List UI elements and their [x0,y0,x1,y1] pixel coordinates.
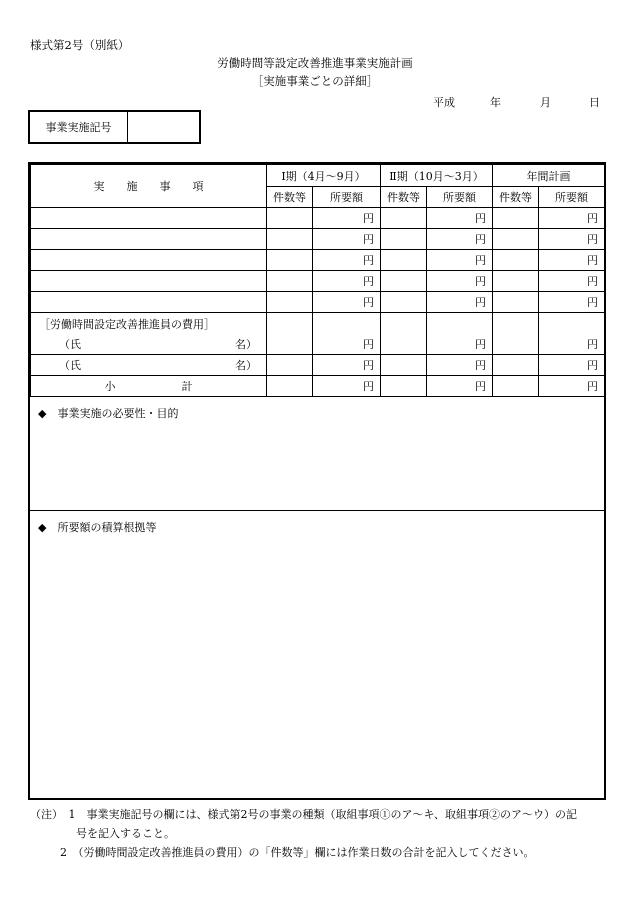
header-annual: 年間計画 [493,165,605,187]
header-amount: 所要額 [539,187,605,208]
amount-cell[interactable]: 円 [539,376,605,397]
document-subtitle: ［実施事業ごとの詳細］ [251,74,379,88]
plan-table [30,164,605,397]
item-cell[interactable] [31,250,267,271]
table-row [31,292,605,313]
count-cell[interactable] [493,250,539,271]
amount-cell[interactable]: 円 [539,250,605,271]
amount-cell[interactable]: 円 [539,334,605,355]
count-cell[interactable] [267,355,313,376]
header-item: 実 施 事 項 [31,165,267,208]
staff-name-1[interactable]: （氏 名） [31,334,267,355]
document-title: 労働時間等設定改善推進事業実施計画 [217,56,413,70]
amount-cell[interactable]: 円 [427,292,493,313]
staff-heading-row [31,313,605,335]
amount-cell[interactable]: 円 [313,334,381,355]
count-cell[interactable] [381,292,427,313]
count-cell[interactable] [267,208,313,229]
count-cell[interactable] [493,208,539,229]
amount-cell[interactable]: 円 [313,355,381,376]
subtotal-row [31,376,605,397]
amount-cell[interactable]: 円 [427,229,493,250]
date-day-field[interactable]: 日 [589,96,600,109]
amount-cell[interactable]: 円 [427,271,493,292]
amount-cell[interactable]: 円 [313,250,381,271]
amount-cell[interactable]: 円 [313,376,381,397]
count-cell[interactable] [493,376,539,397]
note-line-3: 2 （労働時間設定改善推進員の費用）の「件数等」欄には作業日数の合計を記入してください。 [60,846,535,859]
date-era: 平成 [433,96,455,109]
plan-detail-box [28,162,606,800]
staff-row [31,334,605,355]
staff-name-2[interactable]: （氏 名） [31,355,267,376]
count-cell[interactable] [267,292,313,313]
count-cell[interactable] [381,355,427,376]
count-cell[interactable] [381,229,427,250]
count-cell[interactable] [381,334,427,355]
amount-cell[interactable]: 円 [313,292,381,313]
amount-cell[interactable]: 円 [313,271,381,292]
amount-cell[interactable]: 円 [427,376,493,397]
item-cell[interactable] [31,292,267,313]
amount-cell[interactable]: 円 [427,250,493,271]
header-amount: 所要額 [427,187,493,208]
amount-cell[interactable]: 円 [539,292,605,313]
notes [30,805,577,862]
table-row [31,208,605,229]
project-code-label: 事業実施記号 [30,112,128,142]
count-cell[interactable] [493,355,539,376]
date-year-field[interactable]: 年 [490,96,501,109]
table-row [31,229,605,250]
item-cell[interactable] [31,229,267,250]
header-period-2: Ⅱ期（10月～3月） [381,165,493,187]
table-row [31,271,605,292]
form-number: 様式第2号（別紙） [30,38,130,52]
amount-cell[interactable]: 円 [539,229,605,250]
count-cell[interactable] [493,334,539,355]
necessity-section[interactable] [30,396,604,511]
amount-cell[interactable]: 円 [539,355,605,376]
header-count: 件数等 [493,187,539,208]
project-code-box [28,110,201,144]
basis-section[interactable] [30,510,604,799]
header-count: 件数等 [381,187,427,208]
count-cell[interactable] [493,229,539,250]
amount-cell[interactable]: 円 [313,229,381,250]
count-cell[interactable] [267,250,313,271]
staff-heading: ［労働時間設定改善推進員の費用］ [31,313,267,335]
count-cell[interactable] [381,208,427,229]
necessity-heading: ◆ 事業実施の必要性・目的 [38,407,179,420]
header-count: 件数等 [267,187,313,208]
subtotal-label: 小 計 [31,376,267,397]
note-line-1: （注） 1 事業実施記号の欄には、様式第2号の事業の種類（取組事項①のア～キ、取組事項②のア～ウ）の記 [30,808,578,821]
header-period-1: Ⅰ期（4月～9月） [267,165,381,187]
amount-cell[interactable]: 円 [539,271,605,292]
item-cell[interactable] [31,208,267,229]
amount-cell[interactable]: 円 [427,208,493,229]
project-code-field[interactable] [129,112,199,142]
count-cell[interactable] [493,271,539,292]
count-cell[interactable] [267,229,313,250]
date-month-field[interactable]: 月 [540,96,551,109]
item-cell[interactable] [31,271,267,292]
table-row [31,250,605,271]
amount-cell[interactable]: 円 [539,208,605,229]
count-cell[interactable] [493,292,539,313]
amount-cell[interactable]: 円 [427,334,493,355]
count-cell[interactable] [267,376,313,397]
amount-cell[interactable]: 円 [427,355,493,376]
count-cell[interactable] [381,271,427,292]
amount-cell[interactable]: 円 [313,208,381,229]
count-cell[interactable] [267,271,313,292]
count-cell[interactable] [267,334,313,355]
count-cell[interactable] [381,376,427,397]
count-cell[interactable] [381,250,427,271]
note-line-2: 号を記入すること。 [76,827,175,840]
basis-heading: ◆ 所要額の積算根拠等 [38,521,157,534]
staff-row [31,355,605,376]
header-amount: 所要額 [313,187,381,208]
